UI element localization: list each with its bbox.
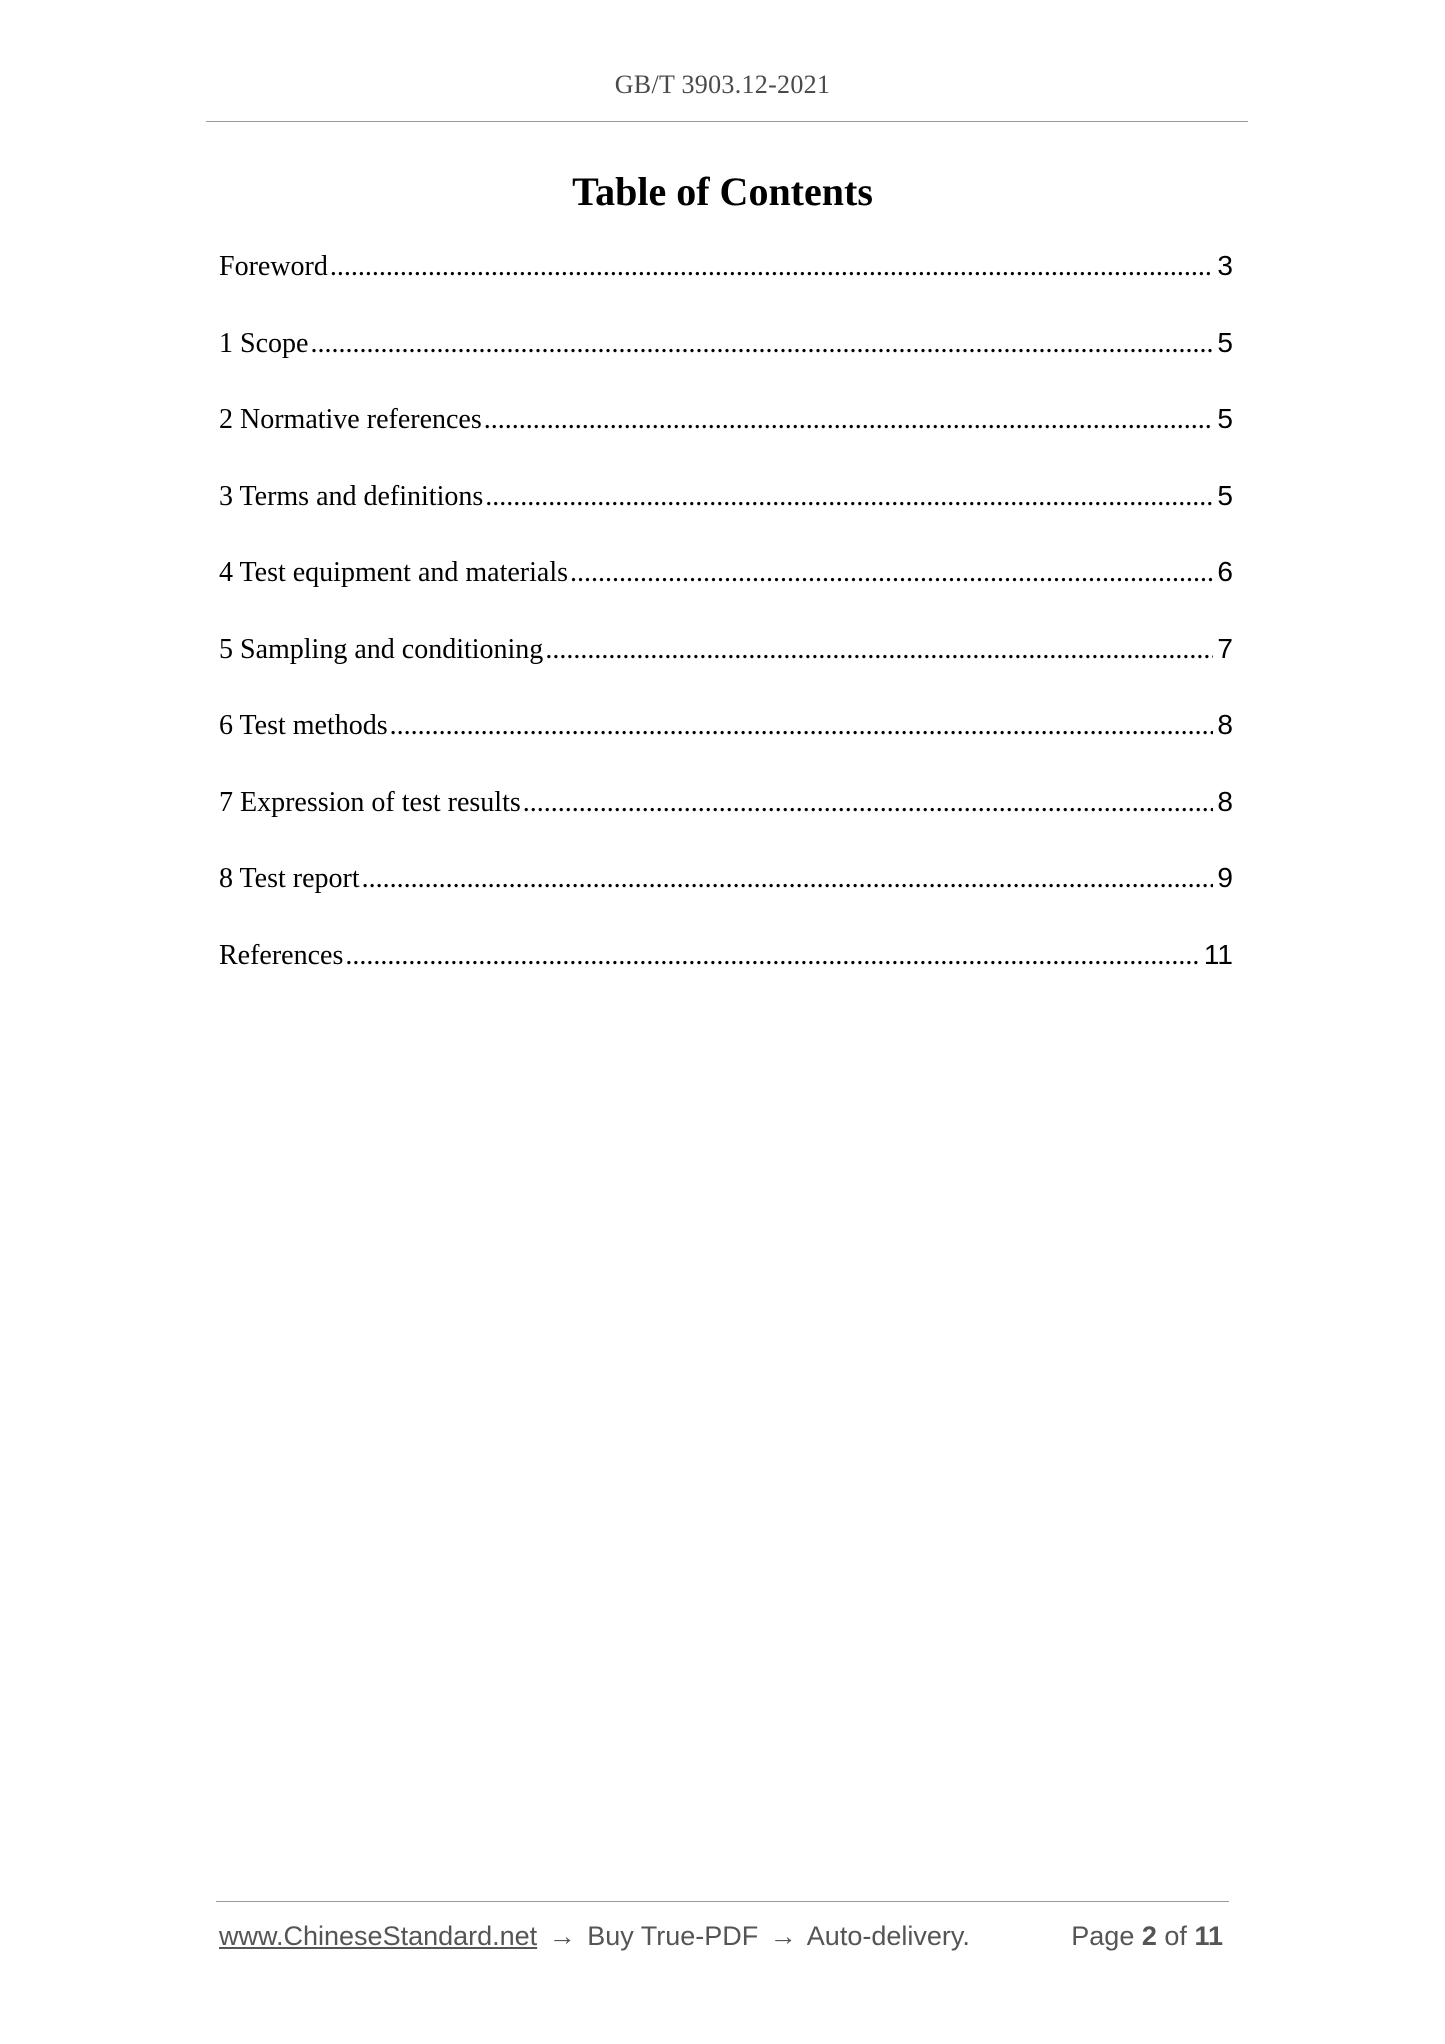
- toc-entry-label: 5 Sampling and conditioning: [219, 633, 544, 665]
- toc-entry-expression-of-results[interactable]: [219, 786, 1233, 863]
- dot-leader: [310, 328, 1213, 360]
- toc-entry-page: 5: [1217, 326, 1233, 358]
- dot-leader: [485, 481, 1213, 513]
- page-word: Page: [1071, 1921, 1135, 1951]
- toc-entry-label: 1 Scope: [219, 327, 309, 359]
- toc-entry-page: 5: [1217, 403, 1233, 434]
- toc-entry-normative-references[interactable]: [219, 403, 1233, 480]
- table-of-contents: [219, 250, 1233, 1015]
- toc-entry-terms-and-definitions[interactable]: [219, 480, 1233, 557]
- toc-entry-label: 4 Test equipment and materials: [219, 557, 568, 588]
- header-divider: [206, 121, 1248, 122]
- toc-entry-page: 7: [1217, 632, 1233, 664]
- auto-delivery-text: Auto-delivery.: [806, 1921, 970, 1951]
- dot-leader: [570, 557, 1213, 589]
- toc-entry-page: 3: [1217, 250, 1233, 281]
- page-number-indicator: [1071, 1921, 1223, 1952]
- toc-entry-references[interactable]: [219, 939, 1233, 1016]
- dot-leader: [390, 710, 1213, 742]
- buy-pdf-text: Buy True-PDF: [587, 1921, 759, 1951]
- toc-entry-test-equipment[interactable]: [219, 556, 1233, 633]
- toc-entry-label: References: [219, 939, 344, 971]
- dot-leader: [484, 404, 1213, 436]
- footer-divider: [216, 1901, 1229, 1902]
- toc-entry-sampling[interactable]: [219, 633, 1233, 710]
- toc-entry-label: 8 Test report: [219, 863, 360, 894]
- toc-entry-label: Foreword: [219, 251, 328, 282]
- toc-entry-page: 11: [1203, 938, 1233, 970]
- toc-entry-foreword[interactable]: [219, 250, 1233, 327]
- toc-entry-label: 2 Normative references: [219, 404, 482, 435]
- toc-entry-label: 7 Expression of test results: [219, 786, 521, 818]
- arrow-right-icon: →: [769, 1921, 797, 1951]
- of-word: of: [1164, 1921, 1187, 1951]
- footer-promo: [219, 1921, 970, 1952]
- current-page-number: 2: [1141, 1921, 1157, 1951]
- total-page-count: 11: [1194, 1921, 1223, 1951]
- website-link[interactable]: www.ChineseStandard.net: [219, 1921, 538, 1951]
- standard-code-header: GB/T 3903.12-2021: [614, 70, 831, 99]
- dot-leader: [545, 634, 1213, 666]
- toc-entry-page: 9: [1217, 862, 1233, 893]
- toc-entry-page: 6: [1217, 556, 1233, 587]
- toc-entry-scope[interactable]: [219, 327, 1233, 404]
- toc-entry-test-report[interactable]: [219, 862, 1233, 939]
- arrow-right-icon: →: [548, 1921, 576, 1951]
- dot-leader: [523, 787, 1213, 819]
- toc-entry-page: 8: [1217, 785, 1233, 817]
- toc-entry-test-methods[interactable]: [219, 709, 1233, 786]
- dot-leader: [362, 863, 1213, 895]
- toc-entry-page: 8: [1217, 709, 1233, 740]
- dot-leader: [330, 251, 1213, 283]
- page-title: Table of Contents: [572, 169, 873, 214]
- toc-entry-label: 3 Terms and definitions: [219, 480, 484, 512]
- toc-entry-page: 5: [1217, 479, 1233, 511]
- dot-leader: [345, 940, 1200, 972]
- page-footer: [219, 1921, 1223, 1952]
- toc-entry-label: 6 Test methods: [219, 710, 388, 741]
